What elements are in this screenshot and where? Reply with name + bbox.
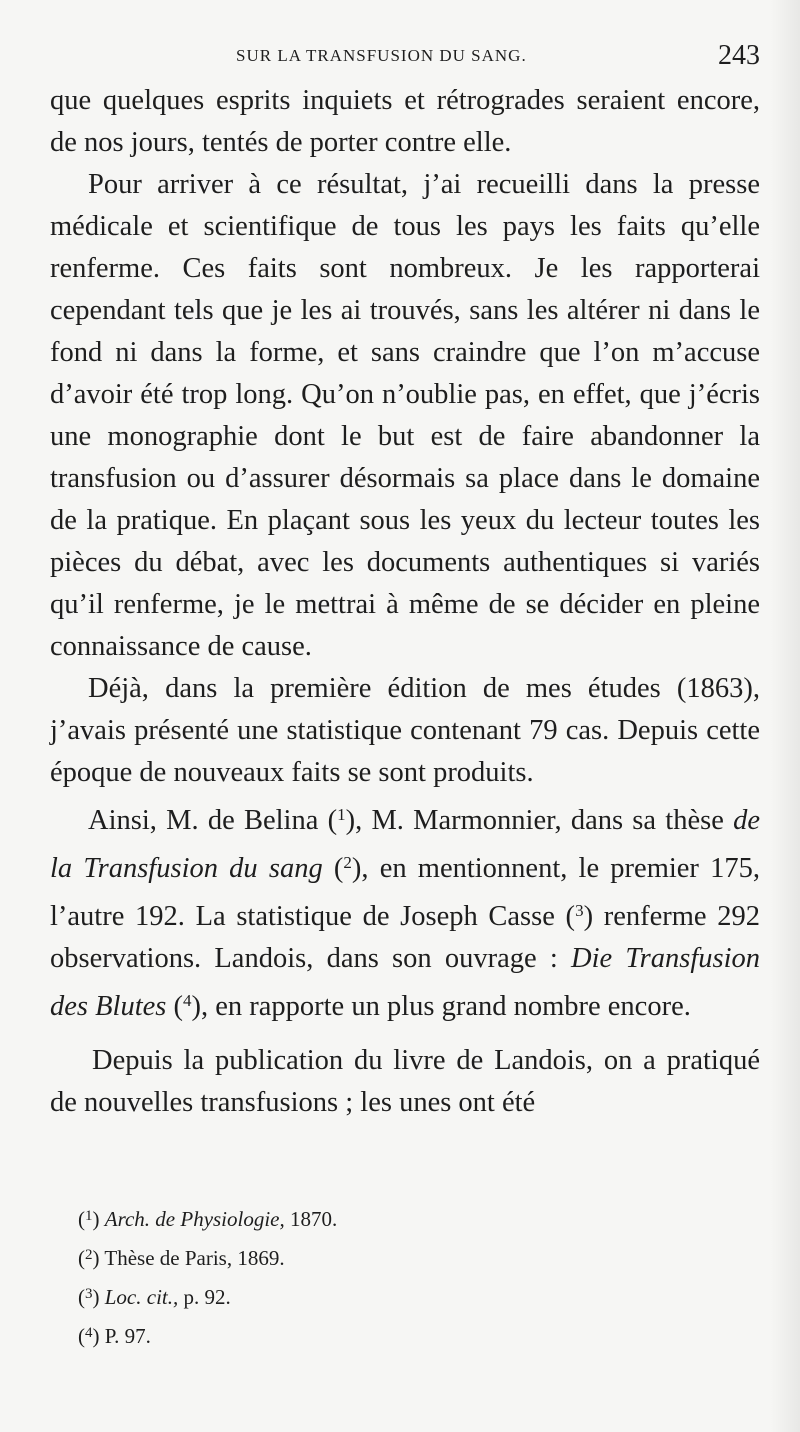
footnote-paren: )	[92, 1324, 100, 1348]
footnote	[78, 1276, 728, 1315]
footnote-ref: 3	[575, 901, 584, 920]
paragraph-text: ), en rapporte un plus grand nombre encore.	[191, 991, 691, 1022]
footnote-ref: 1	[337, 805, 346, 824]
footnote-paren: )	[92, 1246, 100, 1270]
running-head: SUR LA TRANSFUSION DU SANG.	[236, 46, 527, 65]
footnote-text: 1870.	[284, 1207, 338, 1231]
page-edge-shadow	[770, 0, 800, 1432]
footnote-text: Thèse de Paris, 1869.	[99, 1246, 285, 1270]
paragraph-text: ) renferme 292 observations. Landois, dans son ouvrage :	[50, 901, 760, 974]
footnote	[78, 1237, 728, 1276]
footnote	[78, 1315, 728, 1354]
paragraph-text: (	[322, 853, 344, 884]
body-text	[50, 80, 760, 1124]
paragraph-continuation: que quelques esprits inquiets et rétrogrades seraient encore, de nos jours, tentés de porter contre elle.	[50, 85, 760, 158]
footnote-number: 1	[85, 1208, 93, 1224]
footnote-ref: 2	[343, 853, 352, 872]
footnote-paren: (	[78, 1285, 85, 1309]
paragraph-text: (	[166, 991, 183, 1022]
work-title: Die Transfusion des Blutes	[50, 943, 760, 1022]
footnote-paren: )	[92, 1207, 100, 1231]
paragraph-statistics	[50, 794, 760, 1028]
footnote-text: P. 97.	[99, 1324, 151, 1348]
footnote-number: 3	[85, 1286, 93, 1302]
paragraph-text: ), M. Marmonnier, dans sa thèse	[345, 805, 734, 836]
paragraph-text: Ainsi, M. de Belina (	[88, 805, 338, 836]
work-title: de la Transfusion du sang	[50, 805, 760, 884]
footnotes	[78, 1198, 728, 1354]
footnote-paren: (	[78, 1246, 85, 1270]
footnote-ref: 4	[182, 991, 192, 1010]
paragraph-method: Pour arriver à ce résultat, j’ai recueilli dans la presse médicale et scientifique de tous les pays les faits qu’elle renferme. Ces faits sont nombreux. Je les rapporterai cependant tels que je les ai trouvés, sans les altérer ni dans le fond ni dans la forme, et sans craindre que l’on m’accuse d’avoir été trop long. Qu’on n’oublie pas, en effet, que j’écris une monographie dont le but est de faire abandonner la transfusion ou d’assurer désormais sa place dans le domaine de la pratique. En plaçant sous les yeux du lecteur toutes les pièces du débat, avec les documents authentiques si variés qu’il renferme, je le mettrai à même de se décider en pleine connaissance de cause.	[50, 169, 760, 662]
paragraph-new-transfusions: Depuis la publication du livre de Landois, on a pratiqué de nouvelles transfusions ; les unes ont été	[50, 1045, 760, 1118]
footnote-number: 4	[85, 1325, 93, 1341]
paragraph-text: ), en mentionnent, le premier 175, l’autre 192. La statistique de Joseph Casse (	[50, 853, 760, 932]
page-header	[50, 40, 760, 76]
footnote-paren: (	[78, 1324, 85, 1348]
footnote-italic: Loc. cit.,	[104, 1285, 179, 1309]
footnote-paren: (	[78, 1207, 85, 1231]
footnote-number: 2	[85, 1247, 93, 1263]
footnote	[78, 1198, 728, 1237]
footnote-text: p. 92.	[178, 1285, 231, 1309]
paragraph-first-edition: Déjà, dans la première édition de mes études (1863), j’avais présenté une statistique contenant 79 cas. Depuis cette époque de nouveaux faits se sont produits.	[50, 673, 760, 788]
footnote-paren: )	[92, 1285, 100, 1309]
page-number: 243	[718, 40, 760, 71]
footnote-italic: Arch. de Physiologie,	[104, 1207, 285, 1231]
